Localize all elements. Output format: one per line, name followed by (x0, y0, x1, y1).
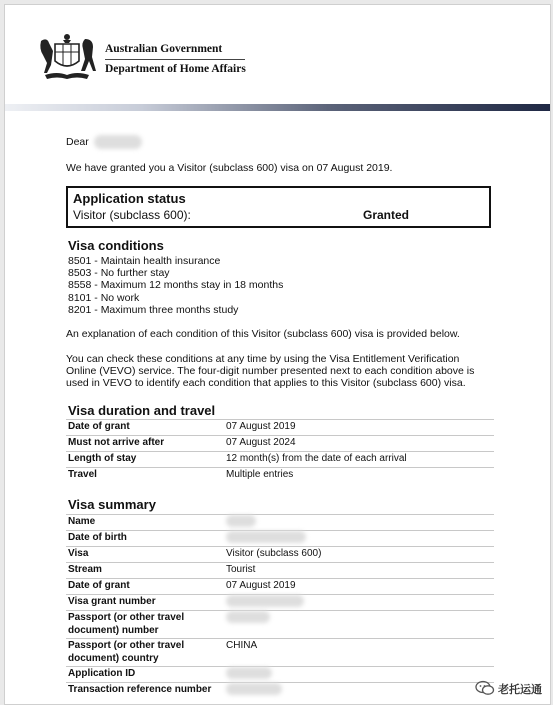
condition-item: 8558 - Maximum 12 months stay in 18 months (68, 279, 284, 292)
table-row (66, 452, 494, 468)
row-label: Passport (or other travel document) country (66, 639, 224, 667)
table-row (66, 436, 494, 452)
letter-page (4, 4, 551, 705)
redacted-value (226, 611, 270, 623)
table-row (66, 683, 494, 699)
conditions-explanation: An explanation of each condition of this Visitor (subclass 600) visa is provided below. (66, 328, 460, 340)
row-label: Transaction reference number (66, 683, 224, 699)
application-status-title: Application status (73, 191, 186, 206)
row-value: CHINA (224, 639, 494, 667)
table-row (66, 547, 494, 563)
condition-item: 8501 - Maintain health insurance (68, 255, 221, 267)
redacted-value (226, 595, 304, 607)
visa-conditions-list (68, 255, 283, 316)
organisation-name (105, 43, 246, 75)
redacted-name (94, 135, 142, 149)
table-row (66, 595, 494, 611)
row-label: Date of birth (66, 531, 224, 547)
row-value: 12 month(s) from the date of each arrival (224, 452, 494, 468)
row-label: Date of grant (66, 579, 224, 595)
visa-summary-title: Visa summary (68, 497, 156, 512)
redacted-value (226, 683, 282, 695)
watermark-text: 老托运通 (498, 684, 542, 696)
condition-item: 8101 - No work (68, 291, 140, 304)
granted-sentence: We have granted you a Visitor (subclass 600) visa on 07 August 2019. (66, 162, 393, 174)
row-label: Application ID (66, 667, 224, 683)
row-value (224, 595, 494, 611)
table-row (66, 531, 494, 547)
table-row (66, 515, 494, 531)
table-row (66, 667, 494, 683)
row-value: Tourist (224, 563, 494, 579)
visa-summary-table (66, 514, 494, 698)
vevo-note: You can check these conditions at any time by using the Visa Entitlement Verification Online (VEVO) service. The four-digit number presented next to each condition above is used in VEVO to identify each condition that applies to this Visitor (subclass 600) visa. (66, 353, 475, 390)
redacted-value (226, 531, 306, 543)
row-label: Stream (66, 563, 224, 579)
condition-item: 8201 - Maximum three months study (68, 303, 239, 316)
table-row (66, 420, 494, 436)
redacted-value (226, 515, 256, 527)
row-label: Date of grant (66, 420, 224, 436)
watermark (475, 679, 545, 699)
row-value (224, 611, 494, 639)
row-label: Visa (66, 547, 224, 563)
row-label: Travel (66, 468, 224, 484)
wechat-icon (475, 680, 495, 696)
row-value (224, 683, 494, 699)
row-value: Multiple entries (224, 468, 494, 484)
header-bar (5, 104, 550, 111)
row-value: 07 August 2019 (224, 579, 494, 595)
row-value (224, 667, 494, 683)
letter-header (5, 5, 550, 105)
table-row (66, 579, 494, 595)
visa-duration-table (66, 419, 494, 483)
row-value (224, 531, 494, 547)
salutation-text: Dear (66, 135, 89, 148)
row-label: Must not arrive after (66, 436, 224, 452)
row-label: Name (66, 515, 224, 531)
salutation (66, 135, 142, 149)
row-value (224, 515, 494, 531)
table-row (66, 468, 494, 484)
row-label: Visa grant number (66, 595, 224, 611)
row-value: Visitor (subclass 600) (224, 547, 494, 563)
org-line-1: Australian Government (105, 43, 245, 60)
application-status-box (66, 186, 491, 228)
coat-of-arms-icon (35, 31, 99, 83)
org-line-2: Department of Home Affairs (105, 63, 246, 75)
table-row (66, 639, 494, 667)
row-label: Length of stay (66, 452, 224, 468)
row-value: 07 August 2024 (224, 436, 494, 452)
table-row (66, 611, 494, 639)
visa-conditions-title: Visa conditions (68, 238, 164, 253)
row-value: 07 August 2019 (224, 420, 494, 436)
redacted-value (226, 667, 272, 679)
table-row (66, 563, 494, 579)
condition-item: 8503 - No further stay (68, 267, 170, 280)
application-status-visa: Visitor (subclass 600): (73, 208, 191, 222)
row-label: Passport (or other travel document) number (66, 611, 224, 639)
application-status-value: Granted (363, 208, 410, 222)
visa-duration-title: Visa duration and travel (68, 403, 216, 418)
